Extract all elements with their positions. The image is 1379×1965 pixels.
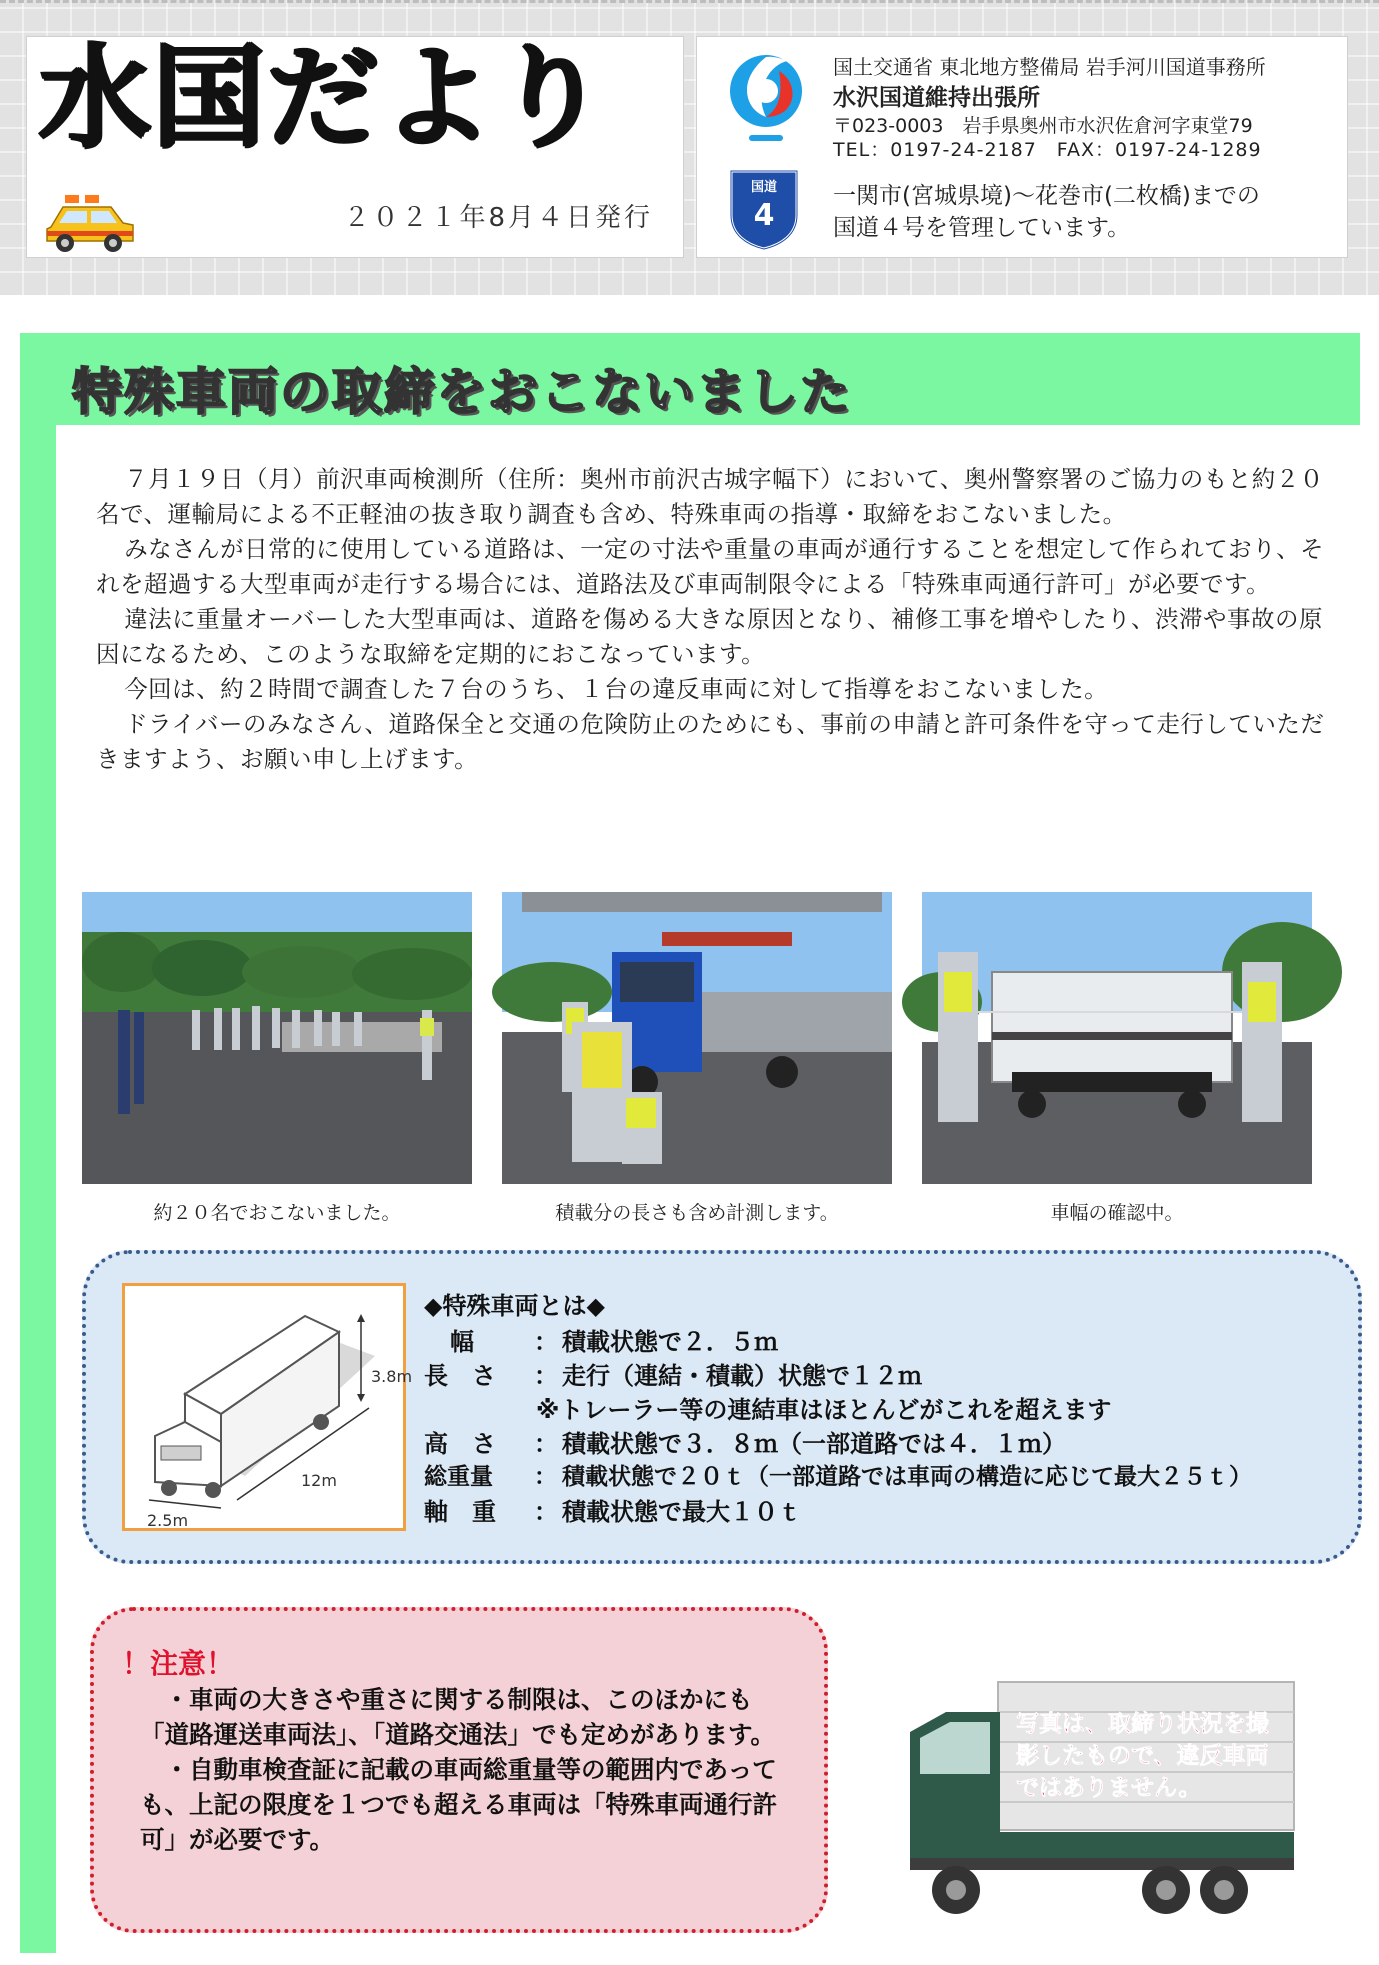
route-label: 国道 bbox=[750, 180, 778, 195]
caution-item: ・車両の大きさや重さに関する制限は、このほかにも「道路運送車両法」、「道路交通法」でも定めがあります。 bbox=[140, 1685, 776, 1749]
spec-label: 高 さ bbox=[424, 1430, 496, 1458]
header-divider bbox=[0, 0, 1379, 3]
office-ministry: 国土交通省 東北地方整備局 岩手河川国道事務所 bbox=[833, 55, 1266, 79]
spec-separator: ： bbox=[534, 1328, 558, 1356]
photo-caption-1: 約２０名でおこないました。 bbox=[153, 1202, 401, 1224]
office-address: 〒023-0003 岩手県奥州市水沢佐倉河字東堂79 bbox=[833, 115, 1253, 137]
paragraph: 違法に重量オーバーした大型車両は、道路を傷める大きな原因となり、補修工事を増やしたり、渋滞や事故の原因になるため、このような取締を定期的におこなっています。 bbox=[96, 605, 1324, 668]
truck-note-illustration bbox=[906, 1682, 1298, 1928]
caution-body bbox=[140, 1682, 800, 1857]
article-title: 特殊車両の取締をおこないました bbox=[72, 363, 852, 421]
spec-value: 走行（連結・積載）状態で１２ｍ bbox=[562, 1362, 922, 1390]
spec-row-gross-weight bbox=[424, 1458, 1252, 1491]
spec-row-height bbox=[424, 1424, 1066, 1459]
managed-section-line-2: 国道４号を管理しています。 bbox=[833, 215, 1131, 241]
spec-label: 長 さ bbox=[424, 1362, 496, 1390]
paragraph: みなさんが日常的に使用している道路は、一定の寸法や重量の車両が通行することを想定して作られており、それを超過する大型車両が走行する場合には、道路法及び車両制限令による「特殊車両通行許可」が必要です。 bbox=[96, 535, 1325, 598]
spec-title: ◆特殊車両とは◆ bbox=[424, 1292, 605, 1320]
truck-note-text: 写真は、取締り状況を撮影したもので、違反車両ではありません。 bbox=[1016, 1711, 1269, 1801]
spec-label: 幅 bbox=[450, 1328, 474, 1356]
photo-width-check bbox=[922, 892, 1312, 1184]
diagram-height-label: 3.8m bbox=[371, 1367, 413, 1386]
spec-label: 総重量 bbox=[424, 1464, 493, 1490]
truck-dimension-diagram bbox=[122, 1283, 413, 1531]
photo-caption-2: 積載分の長さも含め計測します。 bbox=[555, 1202, 839, 1224]
left-accent-bar bbox=[20, 333, 56, 1953]
photo-truck-measurement bbox=[502, 892, 892, 1184]
mlit-logo-icon bbox=[721, 49, 811, 149]
office-phone-fax: TEL：0197-24-2187 FAX：0197-24-1289 bbox=[833, 139, 1262, 161]
spec-value: 積載状態で３．８ｍ（一部道路では４．１ｍ） bbox=[562, 1430, 1066, 1458]
route-number: 4 bbox=[753, 198, 775, 233]
spec-label: 軸 重 bbox=[424, 1498, 496, 1526]
caution-title: ！注意！ bbox=[122, 1647, 235, 1680]
spec-note: ※トレーラー等の連結車はほとんどがこれを超えます bbox=[536, 1396, 1112, 1424]
caution-item: ・自動車検査証に記載の車両総重量等の範囲内であっても、上記の限度を１つでも超える車両は「特殊車両通行許可」が必要です。 bbox=[140, 1755, 777, 1854]
office-info-box bbox=[696, 36, 1348, 258]
photo-group-inspection bbox=[82, 892, 472, 1184]
managed-section-line-1: 一関市(宮城県境)～花巻市(二枚橋)までの bbox=[833, 183, 1260, 209]
spec-row-axle-weight bbox=[424, 1492, 802, 1527]
paragraph: ドライバーのみなさん、道路保全と交通の危険防止のためにも、事前の申請と許可条件を守って走行していただきますよう、お願い申し上げます。 bbox=[96, 710, 1325, 773]
spec-row-width bbox=[424, 1322, 778, 1357]
patrol-car-icon bbox=[41, 193, 137, 255]
spec-value: 積載状態で２．５ｍ bbox=[562, 1328, 778, 1356]
spec-separator: ： bbox=[534, 1464, 557, 1490]
masthead-box bbox=[26, 33, 684, 258]
spec-value: 積載状態で２０ｔ（一部道路では車両の構造に応じて最大２５ｔ） bbox=[562, 1464, 1252, 1490]
article-body bbox=[96, 462, 1328, 777]
masthead-title: 水国だより bbox=[39, 33, 609, 163]
spec-separator: ： bbox=[534, 1362, 558, 1390]
paragraph: ７月１９日（月）前沢車両検測所（住所：奥州市前沢古城字幅下）において、奥州警察署のご協力のもと約２０名で、運輸局による不正軽油の抜き取り調査も含め、特殊車両の指導・取締をおこないました。 bbox=[96, 465, 1324, 528]
issue-date: ２０２１年8月４日発行 bbox=[343, 203, 653, 233]
spec-row-length bbox=[424, 1356, 922, 1391]
spec-value: 積載状態で最大１０ｔ bbox=[562, 1498, 802, 1526]
spec-separator: ： bbox=[534, 1430, 558, 1458]
office-name: 水沢国道維持出張所 bbox=[833, 85, 1040, 111]
spec-separator: ： bbox=[534, 1498, 558, 1526]
national-route-sign-icon bbox=[727, 167, 801, 251]
photo-caption-3: 車幅の確認中。 bbox=[1050, 1202, 1184, 1224]
diagram-length-label: 12m bbox=[301, 1471, 337, 1490]
diagram-width-label: 2.5m bbox=[147, 1511, 189, 1530]
paragraph: 今回は、約２時間で調査した７台のうち、１台の違反車両に対して指導をおこないました。 bbox=[124, 675, 1109, 703]
